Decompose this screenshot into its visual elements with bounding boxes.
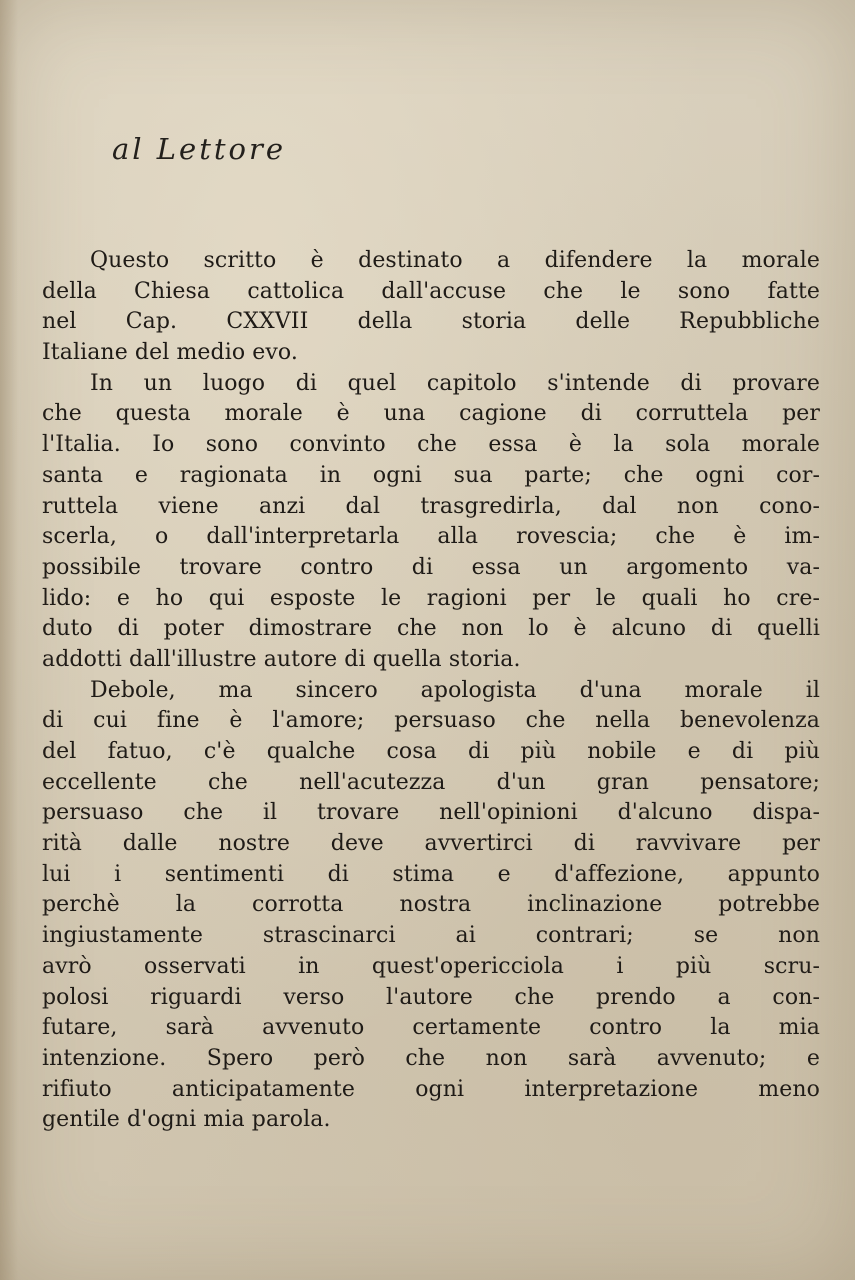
text-line: nel Cap. CXXVII della storia delle Repubbliche (42, 309, 820, 335)
text-line: avrò osservati in quest'opericciola i più scru- (42, 953, 820, 979)
text-line: ingiustamente strascinarci ai contrari; se non (42, 923, 820, 949)
page-heading: al Lettore (112, 132, 286, 166)
text-line: che questa morale è una cagione di corruttela per (42, 401, 820, 427)
page-edge-shadow (0, 0, 18, 1280)
text-line: addotti dall'illustre autore di quella storia. (42, 646, 521, 672)
text-line: Italiane del medio evo. (42, 340, 298, 366)
text-line: rifiuto anticipatamente ogni interpretazione meno (42, 1076, 820, 1102)
text-line: l'Italia. Io sono convinto che essa è la sola morale (42, 432, 820, 458)
text-line: santa e ragionata in ogni sua parte; che ogni cor- (42, 462, 820, 488)
text-line: lui i sentimenti di stima e d'affezione, appunto (42, 861, 820, 887)
text-line: del fatuo, c'è qualche cosa di più nobile e di più (42, 739, 820, 764)
text-line: intenzione. Spero però che non sarà avvenuto; e (42, 1045, 820, 1071)
text-line: futare, sarà avvenuto certamente contro la mia (42, 1015, 820, 1041)
text-line: In un luogo di quel capitolo s'intende di provare (90, 370, 820, 396)
text-line: rità dalle nostre deve avvertirci di ravvivare per (42, 831, 820, 857)
text-line: possibile trovare contro di essa un argomento va- (42, 554, 820, 580)
text-line: della Chiesa cattolica dall'accuse che le sono fatte (42, 278, 820, 304)
text-line: scerla, o dall'interpretarla alla rovescia; che è im- (42, 524, 820, 550)
body-text (42, 246, 820, 1136)
text-line: polosi riguardi verso l'autore che prendo a con- (42, 984, 820, 1010)
text-line: gentile d'ogni mia parola. (42, 1107, 331, 1133)
text-line: di cui fine è l'amore; persuaso che nella benevolenza (42, 708, 820, 734)
text-line: duto di poter dimostrare che non lo è alcuno di quelli (42, 616, 820, 642)
text-line: ruttela viene anzi dal trasgredirla, dal non cono- (42, 493, 820, 519)
text-line: persuaso che il trovare nell'opinioni d'alcuno dispa- (42, 800, 820, 826)
text-line: lido: e ho qui esposte le ragioni per le quali ho cre- (42, 585, 820, 611)
text-line: perchè la corrotta nostra inclinazione potrebbe (42, 892, 820, 918)
text-line: Debole, ma sincero apologista d'una morale il (90, 677, 820, 703)
text-line: Questo scritto è destinato a difendere la morale (90, 248, 820, 273)
text-line: eccellente che nell'acutezza d'un gran pensatore; (42, 769, 820, 795)
